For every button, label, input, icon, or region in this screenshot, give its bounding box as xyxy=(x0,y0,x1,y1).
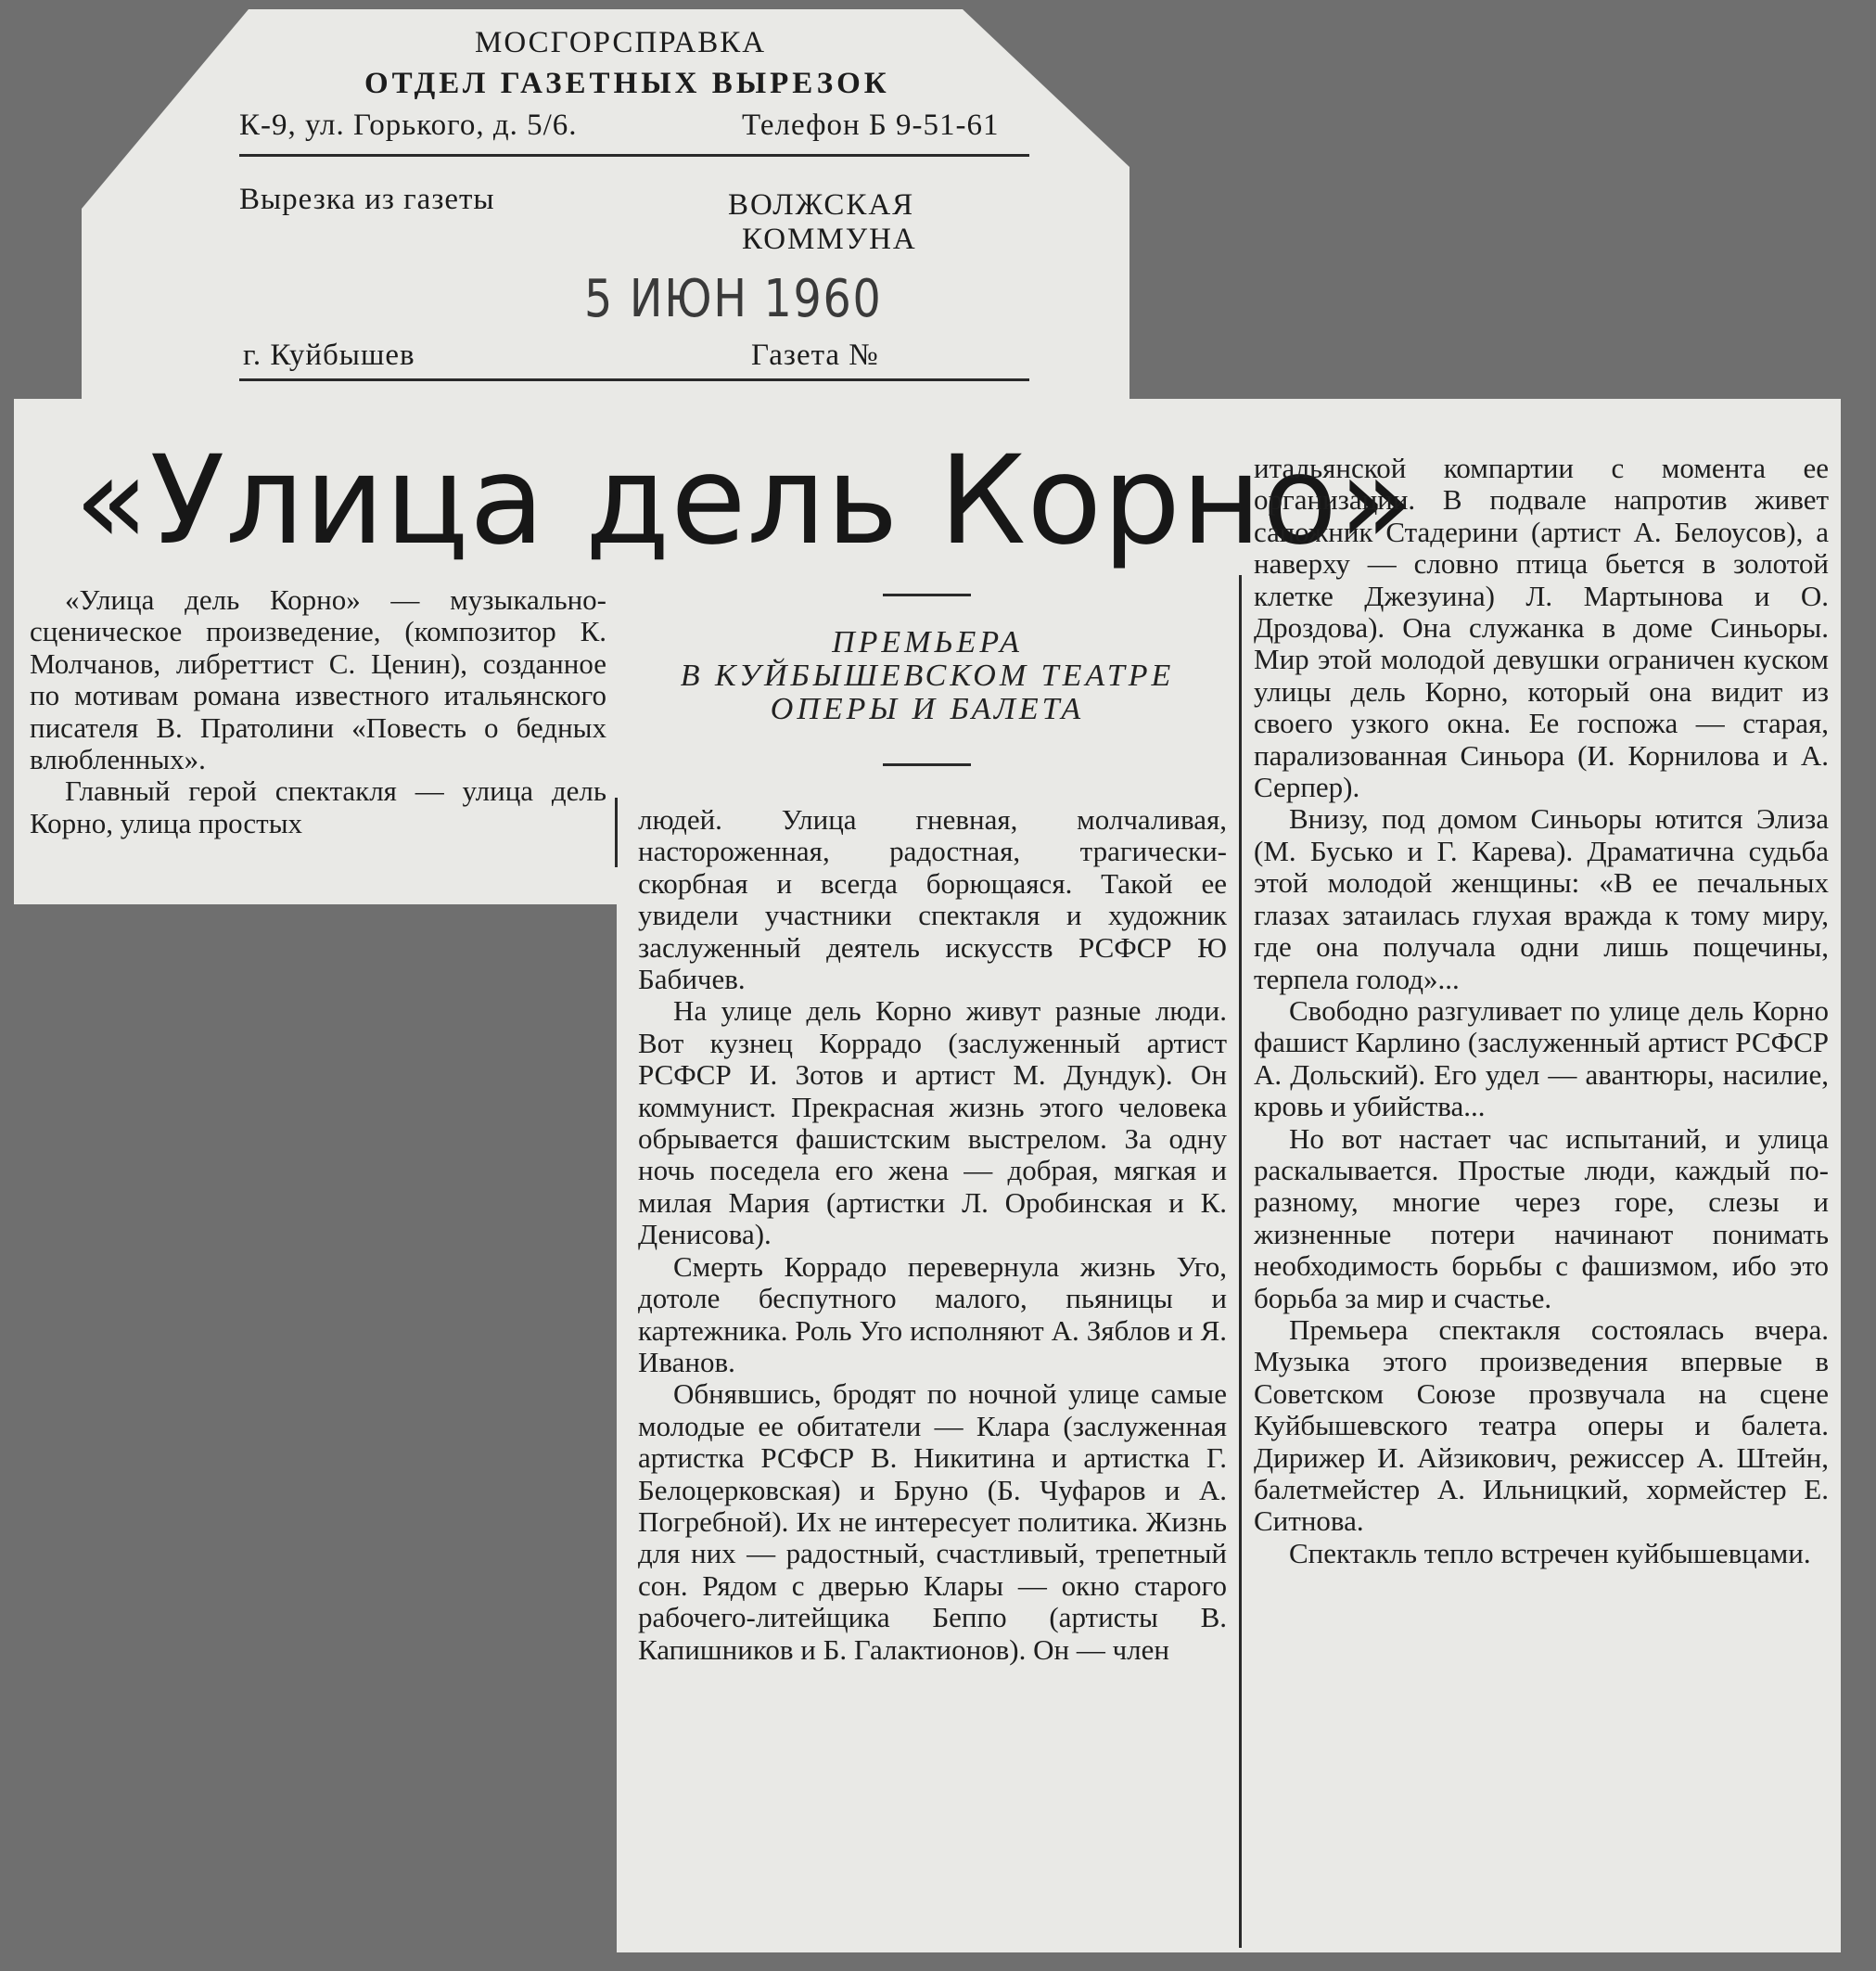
subhead-rule-bottom xyxy=(883,763,971,766)
article-column-1 xyxy=(30,584,606,839)
paragraph: Но вот настает час испытаний, и улица раскалывается. Простые люди, каждый по-разному, многие через горе, слезы и жизненные потери начинают понимать необходимость борьбы с фашизмом, ибо это борьба за мир и счастье. xyxy=(1254,1121,1829,1314)
article-headline: «Улица дель Корно» xyxy=(74,429,1414,572)
paragraph: Внизу, под домом Синьоры ютится Элиза (М. Бусько и Г. Карева). Драматична судьба этой молодой женщины: «В ее печальных глазах затаилась глухая вражда к тому миру, где она получала одни лишь пощечины, терпела голод»... xyxy=(1254,802,1829,995)
gazette-number-label: Газета № xyxy=(751,339,879,372)
paragraph: Главный герой спектакля — улица дель Корно, улица простых xyxy=(30,774,606,839)
header-rule-bottom xyxy=(239,378,1029,381)
paragraph: На улице дель Корно живут разные люди. Вот кузнец Коррадо (заслуженный артист РСФСР И. Зотов и артист М. Дундук). Он коммунист. Прекрасная жизнь этого человека обрывается фашистским выстрелом. За одну ночь поседела его жена — добрая, мягкая и милая Мария (артистки Л. Оробинская и К. Денисова). xyxy=(638,994,1227,1251)
date-stamp: 5 ИЮН 1960 xyxy=(584,269,883,329)
paragraph: Обнявшись, бродят по ночной улице самые молодые ее обитатели — Клара (заслуженная артистка РСФСР В. Никитина и артистка Г. Белоцерковская) и Бруно (Б. Чуфаров и А. Погребной). Их не интересует политика. Жизнь для них — радостный, счастливый, трепетный сон. Рядом с дверью Клары — окно старого рабочего-литейщика Беппо (артисты В. Капишников и Б. Галактионов). Он — член xyxy=(638,1377,1227,1666)
article-column-3 xyxy=(1254,453,1829,1569)
subhead-line: В КУЙБЫШЕВСКОМ ТЕАТРЕ xyxy=(680,659,1175,693)
column-divider-right xyxy=(1239,575,1242,1948)
paragraph: Спектакль тепло встречен куйбышевцами. xyxy=(1289,1536,1811,1569)
paragraph: Премьера спектакля состоялась вчера. Музыка этого произведения впервые в Советском Союзе прозвучала на сцене Куйбышевского театра оперы и балета. Дирижер И. Айзикович, режиссер А. Штейн, балетмейстер А. Ильницкий, хормейстер Е. Ситнова. xyxy=(1254,1312,1829,1538)
paragraph: людей. Улица гневная, молчаливая, настороженная, радостная, трагически-скорбная и всегда борющаяся. Такой ее увидели участники спектакля и художник заслуженный деятель искусств РСФСР Ю Бабичев. xyxy=(638,803,1227,996)
newspaper-name-line1: ВОЛЖСКАЯ xyxy=(728,188,915,222)
paragraph: Смерть Коррадо перевернула жизнь Уго, дотоле беспутного малого, пьяницы и картежника. Роль Уго исполняют А. Зяблов и Я. Иванов. xyxy=(638,1249,1227,1378)
column-divider-left xyxy=(615,798,618,867)
subhead-rule-top xyxy=(883,594,971,596)
header-rule-top xyxy=(239,154,1029,157)
subhead-line: ОПЕРЫ И БАЛЕТА xyxy=(770,692,1085,726)
paragraph: итальянской компартии с момента ее организации. В подвале напротив живет сапожник Стадерини (артист А. Белоусов), а наверху — словно птица бьется в золотой клетке Джезуина) Л. Мартынова и О. Дроздова). Она служанка в доме Синьоры. Мир этой молодой девушки ограничен куском улицы дель Корно, который она видит из своего узкого окна. Ее госпожа — старая, парализованная Синьора (И. Корнилова и А. Серпер). xyxy=(1254,452,1829,804)
agency-address: К-9, ул. Горького, д. 5/6. xyxy=(239,109,578,142)
article-subhead xyxy=(640,626,1215,726)
department-name: ОТДЕЛ ГАЗЕТНЫХ ВЫРЕЗОК xyxy=(364,67,890,100)
city-label: г. Куйбышев xyxy=(243,339,415,372)
agency-phone: Телефон Б 9-51-61 xyxy=(742,109,1000,142)
clipping-label: Вырезка из газеты xyxy=(239,183,495,216)
newspaper-name-line2: КОММУНА xyxy=(742,223,917,256)
paragraph: «Улица дель Корно» — музыкально-сценическое произведение, (композитор К. Молчанов, либреттист С. Ценин), созданное по мотивам романа известного итальянского писателя В. Пратолини «Повесть о бедных влюбленных». xyxy=(30,583,606,776)
article-column-2 xyxy=(638,804,1227,1666)
agency-name: МОСГОРСПРАВКА xyxy=(475,26,767,59)
subhead-line: ПРЕМЬЕРА xyxy=(832,625,1023,659)
paragraph: Свободно разгуливает по улице дель Корно фашист Карлино (заслуженный артист РСФСР А. Дольский). Его удел — авантюры, насилие, кровь и убийства... xyxy=(1254,993,1829,1123)
